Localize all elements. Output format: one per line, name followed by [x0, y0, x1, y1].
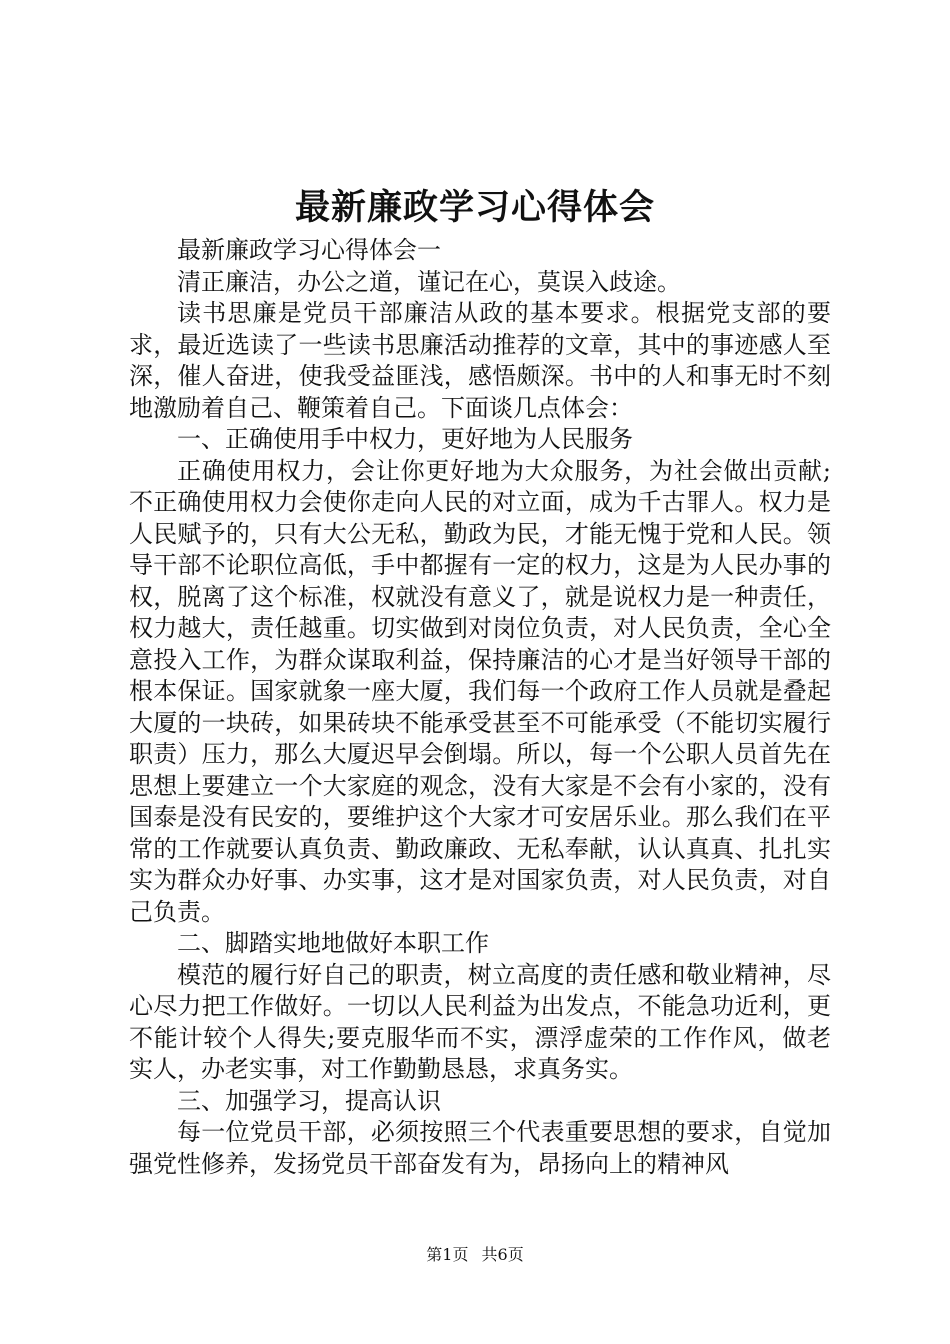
paragraph: 读书思廉是党员干部廉洁从政的基本要求。根据党支部的要求，最近选读了一些读书思廉活动推荐的文章，其中的事迹感人至深，催人奋进，使我受益匪浅，感悟颇深。书中的人和事无时不刻地激励着自己、鞭策着自己。下面谈几点体会： [129, 299, 831, 422]
paragraph: 每一位党员干部，必须按照三个代表重要思想的要求，自觉加强党性修养，发扬党员干部奋发有为，昂扬向上的精神风 [129, 1118, 831, 1178]
paragraph: 正确使用权力，会让你更好地为大众服务，为社会做出贡献;不正确使用权力会使你走向人民的对立面，成为千古罪人。权力是人民赋予的，只有大公无私，勤政为民，才能无愧于党和人民。领导干部不论职位高低，手中都握有一定的权力，这是为人民办事的权，脱离了这个标准，权就没有意义了，就是说权力是一种责任，权力越大，责任越重。切实做到对岗位负责，对人民负责，全心全意投入工作，为群众谋取利益，保持廉洁的心才是当好领导干部的根本保证。国家就象一座大厦，我们每一个政府工作人员就是叠起大厦的一块砖，如果砖块不能承受甚至不可能承受（不能切实履行职责）压力，那么大厦迟早会倒塌。所以，每一个公职人员首先在思想上要建立一个大家庭的观念，没有大家是不会有小家的，没有国泰是没有民安的，要维护这个大家才可安居乐业。那么我们在平常的工作就要认真负责、勤政廉政、无私奉献，认认真真、扎扎实实为群众办好事、办实事，这才是对国家负责，对人民负责，对自己负责。 [129, 456, 831, 926]
document-title: 最新廉政学习心得体会 [294, 187, 655, 228]
paragraph: 清正廉洁，办公之道，谨记在心，莫误入歧途。 [177, 267, 681, 296]
page-footer [0, 1245, 950, 1265]
section-heading-3: 三、加强学习，提高认识 [177, 1086, 441, 1115]
page-total: 共6页 [481, 1245, 524, 1264]
paragraph: 模范的履行好自己的职责，树立高度的责任感和敬业精神，尽心尽力把工作做好。一切以人民利益为出发点，不能急功近利，更不能计较个人得失;要克服华而不实，漂浮虚荣的工作作风，做老实人，办老实事，对工作勤勤恳恳，求真务实。 [129, 960, 831, 1083]
section-heading-2: 二、脚踏实地地做好本职工作 [177, 929, 489, 957]
document-body [129, 235, 831, 1180]
section-heading-intro: 最新廉政学习心得体会一 [177, 236, 441, 264]
section-heading-1: 一、正确使用手中权力，更好地为人民服务 [177, 425, 633, 453]
page-number: 第1页 [426, 1245, 469, 1264]
